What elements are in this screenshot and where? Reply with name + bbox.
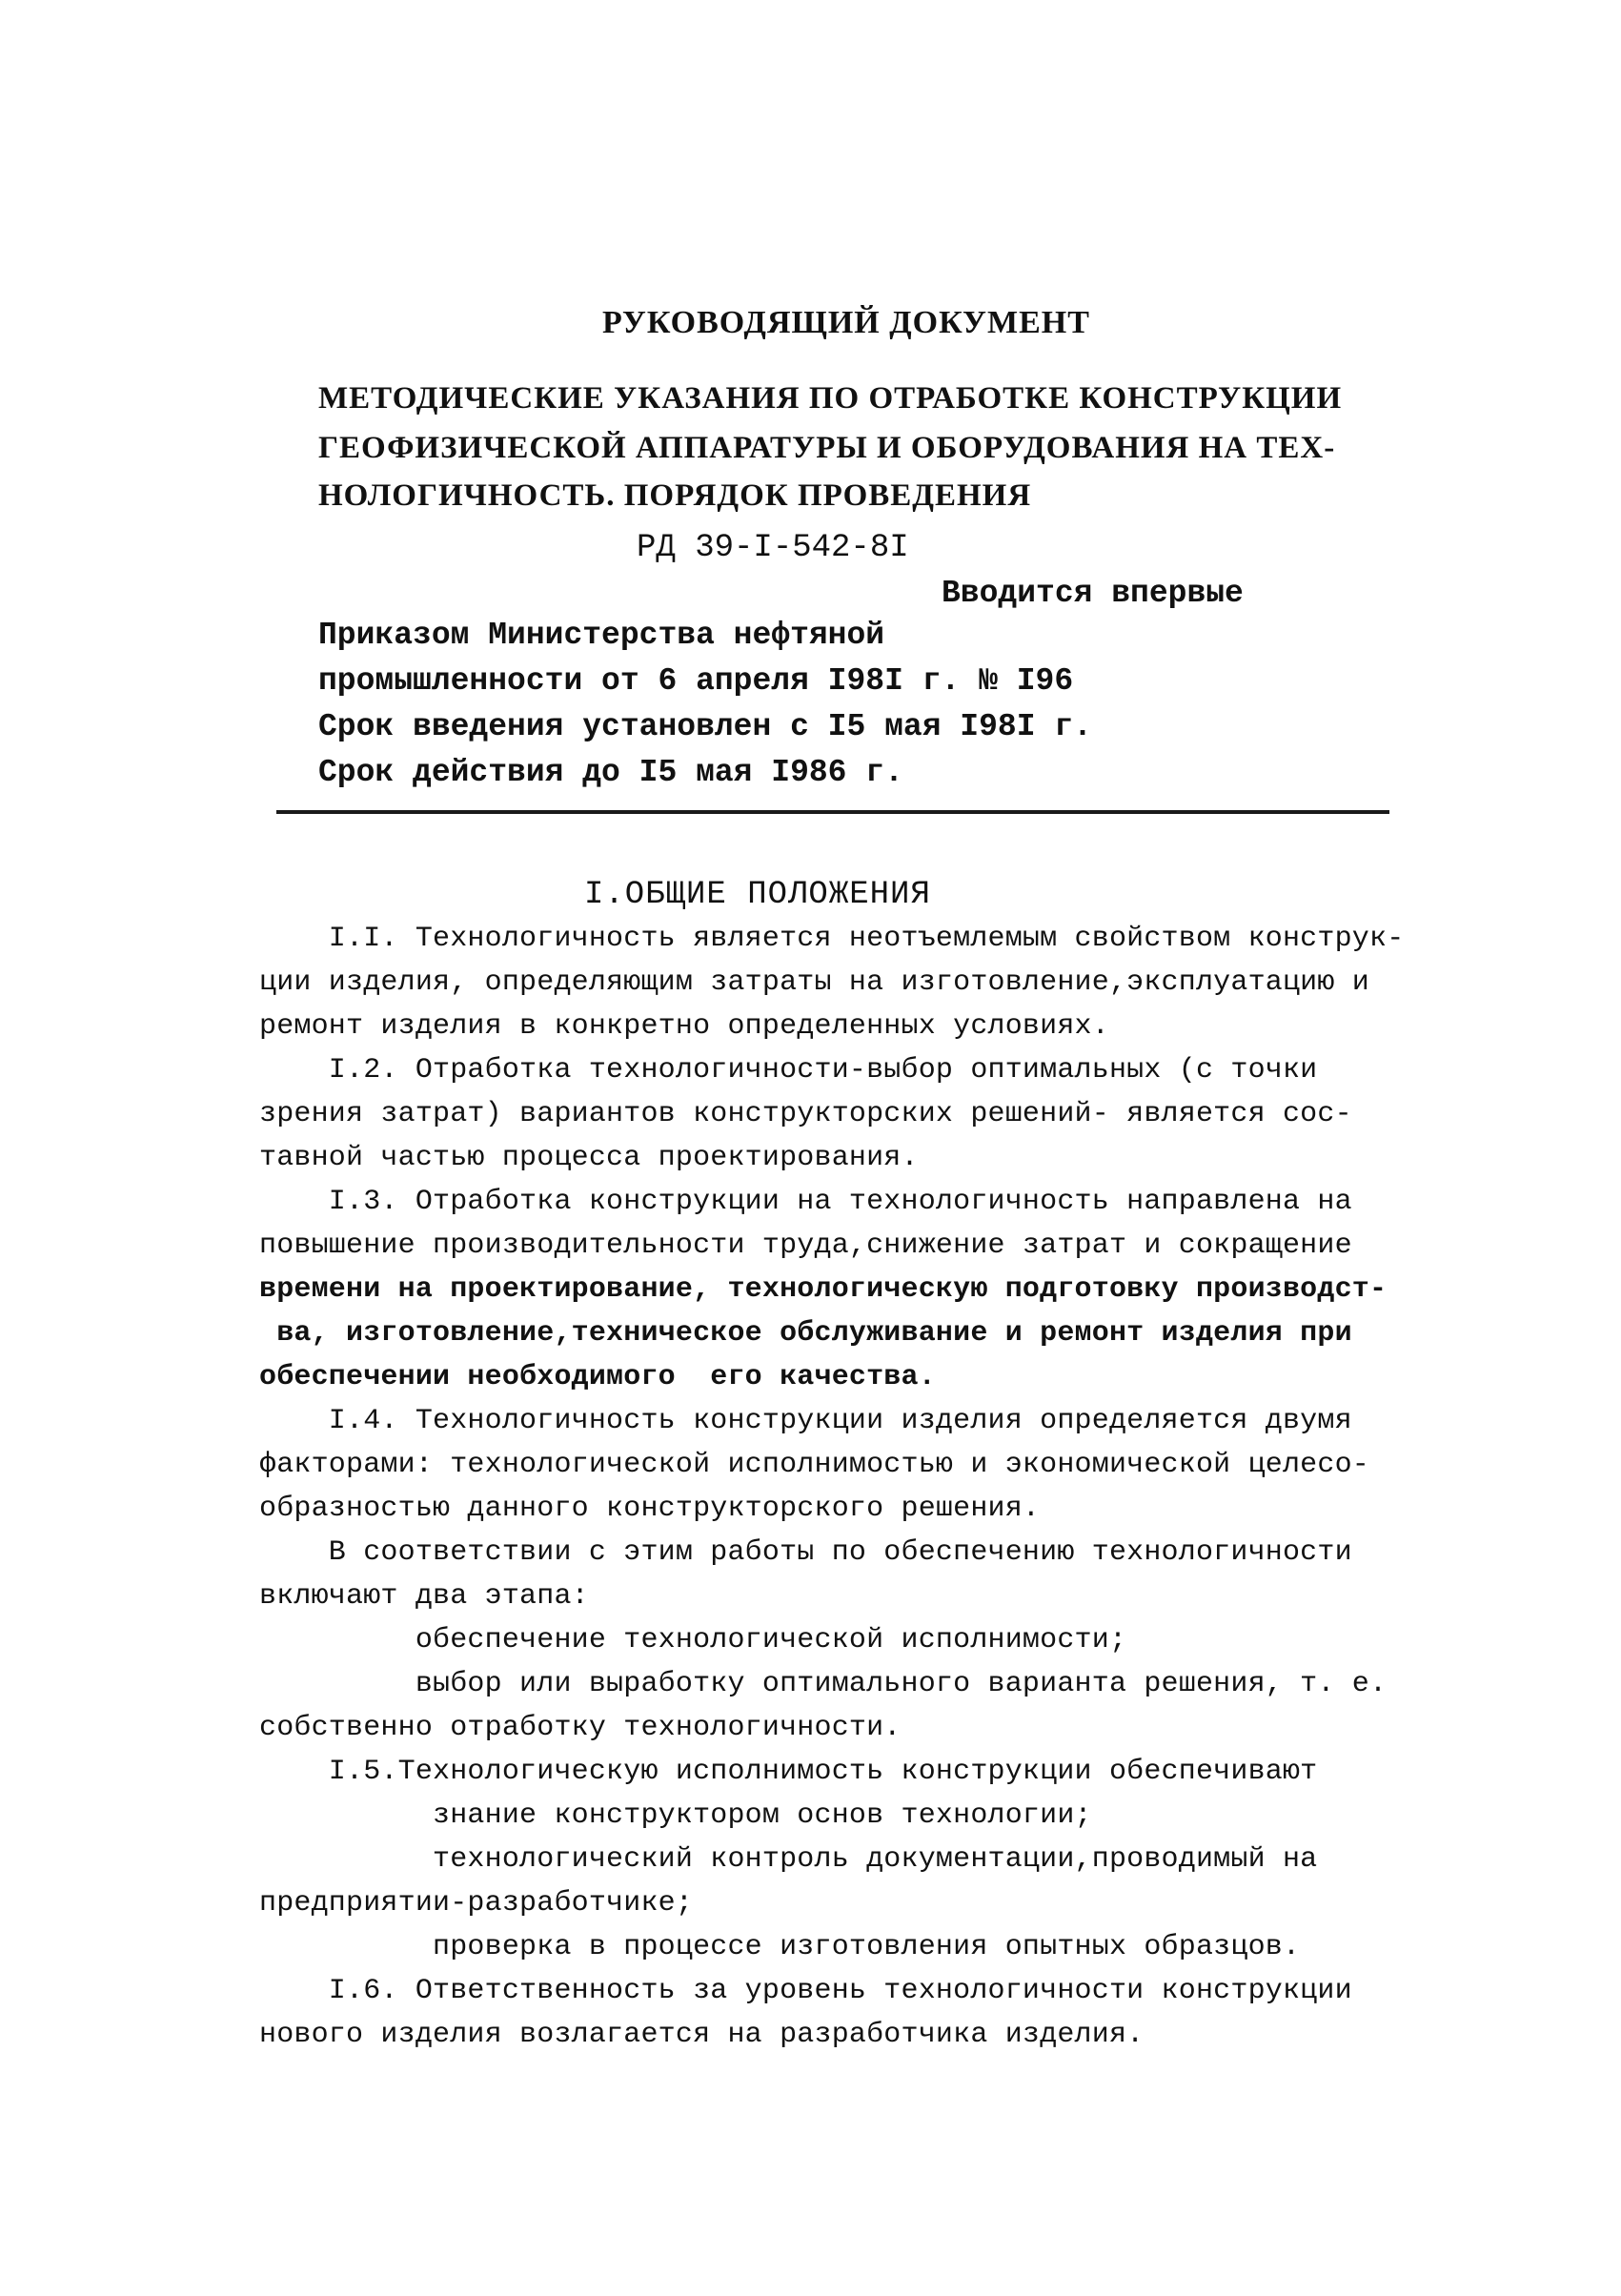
body-line: зрения затрат) вариантов конструкторских решений- является сос- — [259, 1098, 1352, 1130]
body-line: повышение производительности труда,снижение затрат и сокращение — [259, 1229, 1352, 1262]
body-line: В соответствии с этим работы по обеспечению технологичности — [259, 1536, 1352, 1569]
order-line-4: Срок действия до I5 мая I986 г. — [318, 755, 903, 790]
body-line: образностью данного конструкторского решения. — [259, 1493, 1041, 1525]
body-line: времени на проектирование, технологическую подготовку производст- — [259, 1273, 1388, 1306]
body-line: факторами: технологической исполнимостью и экономической целесо- — [259, 1449, 1369, 1481]
body-line: нового изделия возлагается на разработчика изделия. — [259, 2019, 1145, 2051]
document-title-line-3: НОЛОГИЧНОСТЬ. ПОРЯДОК ПРОВЕДЕНИЯ — [318, 478, 1032, 513]
body-line: I.6. Ответственность за уровень технологичности конструкции — [259, 1975, 1352, 2007]
body-line: тавной частью процесса проектирования. — [259, 1142, 919, 1174]
order-line-2: промышленности от 6 апреля I98I г. № I96 — [318, 663, 1074, 699]
document-title-line-1: МЕТОДИЧЕСКИЕ УКАЗАНИЯ ПО ОТРАБОТКЕ КОНСТРУКЦИИ — [318, 381, 1343, 416]
body-line: I.4. Технологичность конструкции изделия определяется двумя — [259, 1405, 1352, 1437]
body-line: включают два этапа: — [259, 1580, 589, 1613]
document-title-line-2: ГЕОФИЗИЧЕСКОЙ АППАРАТУРЫ И ОБОРУДОВАНИЯ НА ТЕХ- — [318, 431, 1336, 465]
document-type-label: РУКОВОДЯЩИЙ ДОКУМЕНТ — [602, 305, 1090, 340]
body-line: I.I. Технологичность является неотъемлемым свойством конструк- — [259, 923, 1405, 955]
body-line: ции изделия, определяющим затраты на изготовление,эксплуатацию и — [259, 966, 1369, 999]
body-line: выбор или выработку оптимального варианта решения, т. е. — [259, 1668, 1388, 1700]
body-line: I.2. Отработка технологичности-выбор оптимальных (с точки — [259, 1054, 1318, 1087]
introduced-note: Вводится впервые — [942, 576, 1244, 611]
order-line-1: Приказом Министерства нефтяной — [318, 618, 885, 653]
section-heading: I.ОБЩИЕ ПОЛОЖЕНИЯ — [584, 877, 931, 913]
body-line: ремонт изделия в конкретно определенных условиях. — [259, 1010, 1109, 1043]
header-divider — [276, 810, 1389, 814]
body-line: знание конструктором основ технологии; — [259, 1799, 1092, 1832]
body-line: обеспечении необходимого его качества. — [259, 1361, 936, 1393]
body-line: технологический контроль документации,проводимый на — [259, 1843, 1318, 1876]
body-line: I.5.Технологическую исполнимость конструкции обеспечивают — [259, 1756, 1318, 1788]
body-line: обеспечение технологической исполнимости; — [259, 1624, 1127, 1656]
document-code: РД 39-I-542-8I — [637, 530, 909, 566]
order-line-3: Срок введения установлен с I5 мая I98I г. — [318, 709, 1092, 744]
body-line: I.3. Отработка конструкции на технологичность направлена на — [259, 1186, 1352, 1218]
body-line: собственно отработку технологичности. — [259, 1712, 902, 1744]
body-line: проверка в процессе изготовления опытных образцов. — [259, 1931, 1301, 1963]
body-line: ва, изготовление,техническое обслуживание и ремонт изделия при — [259, 1317, 1352, 1350]
body-line: предприятии-разработчике; — [259, 1887, 694, 1920]
